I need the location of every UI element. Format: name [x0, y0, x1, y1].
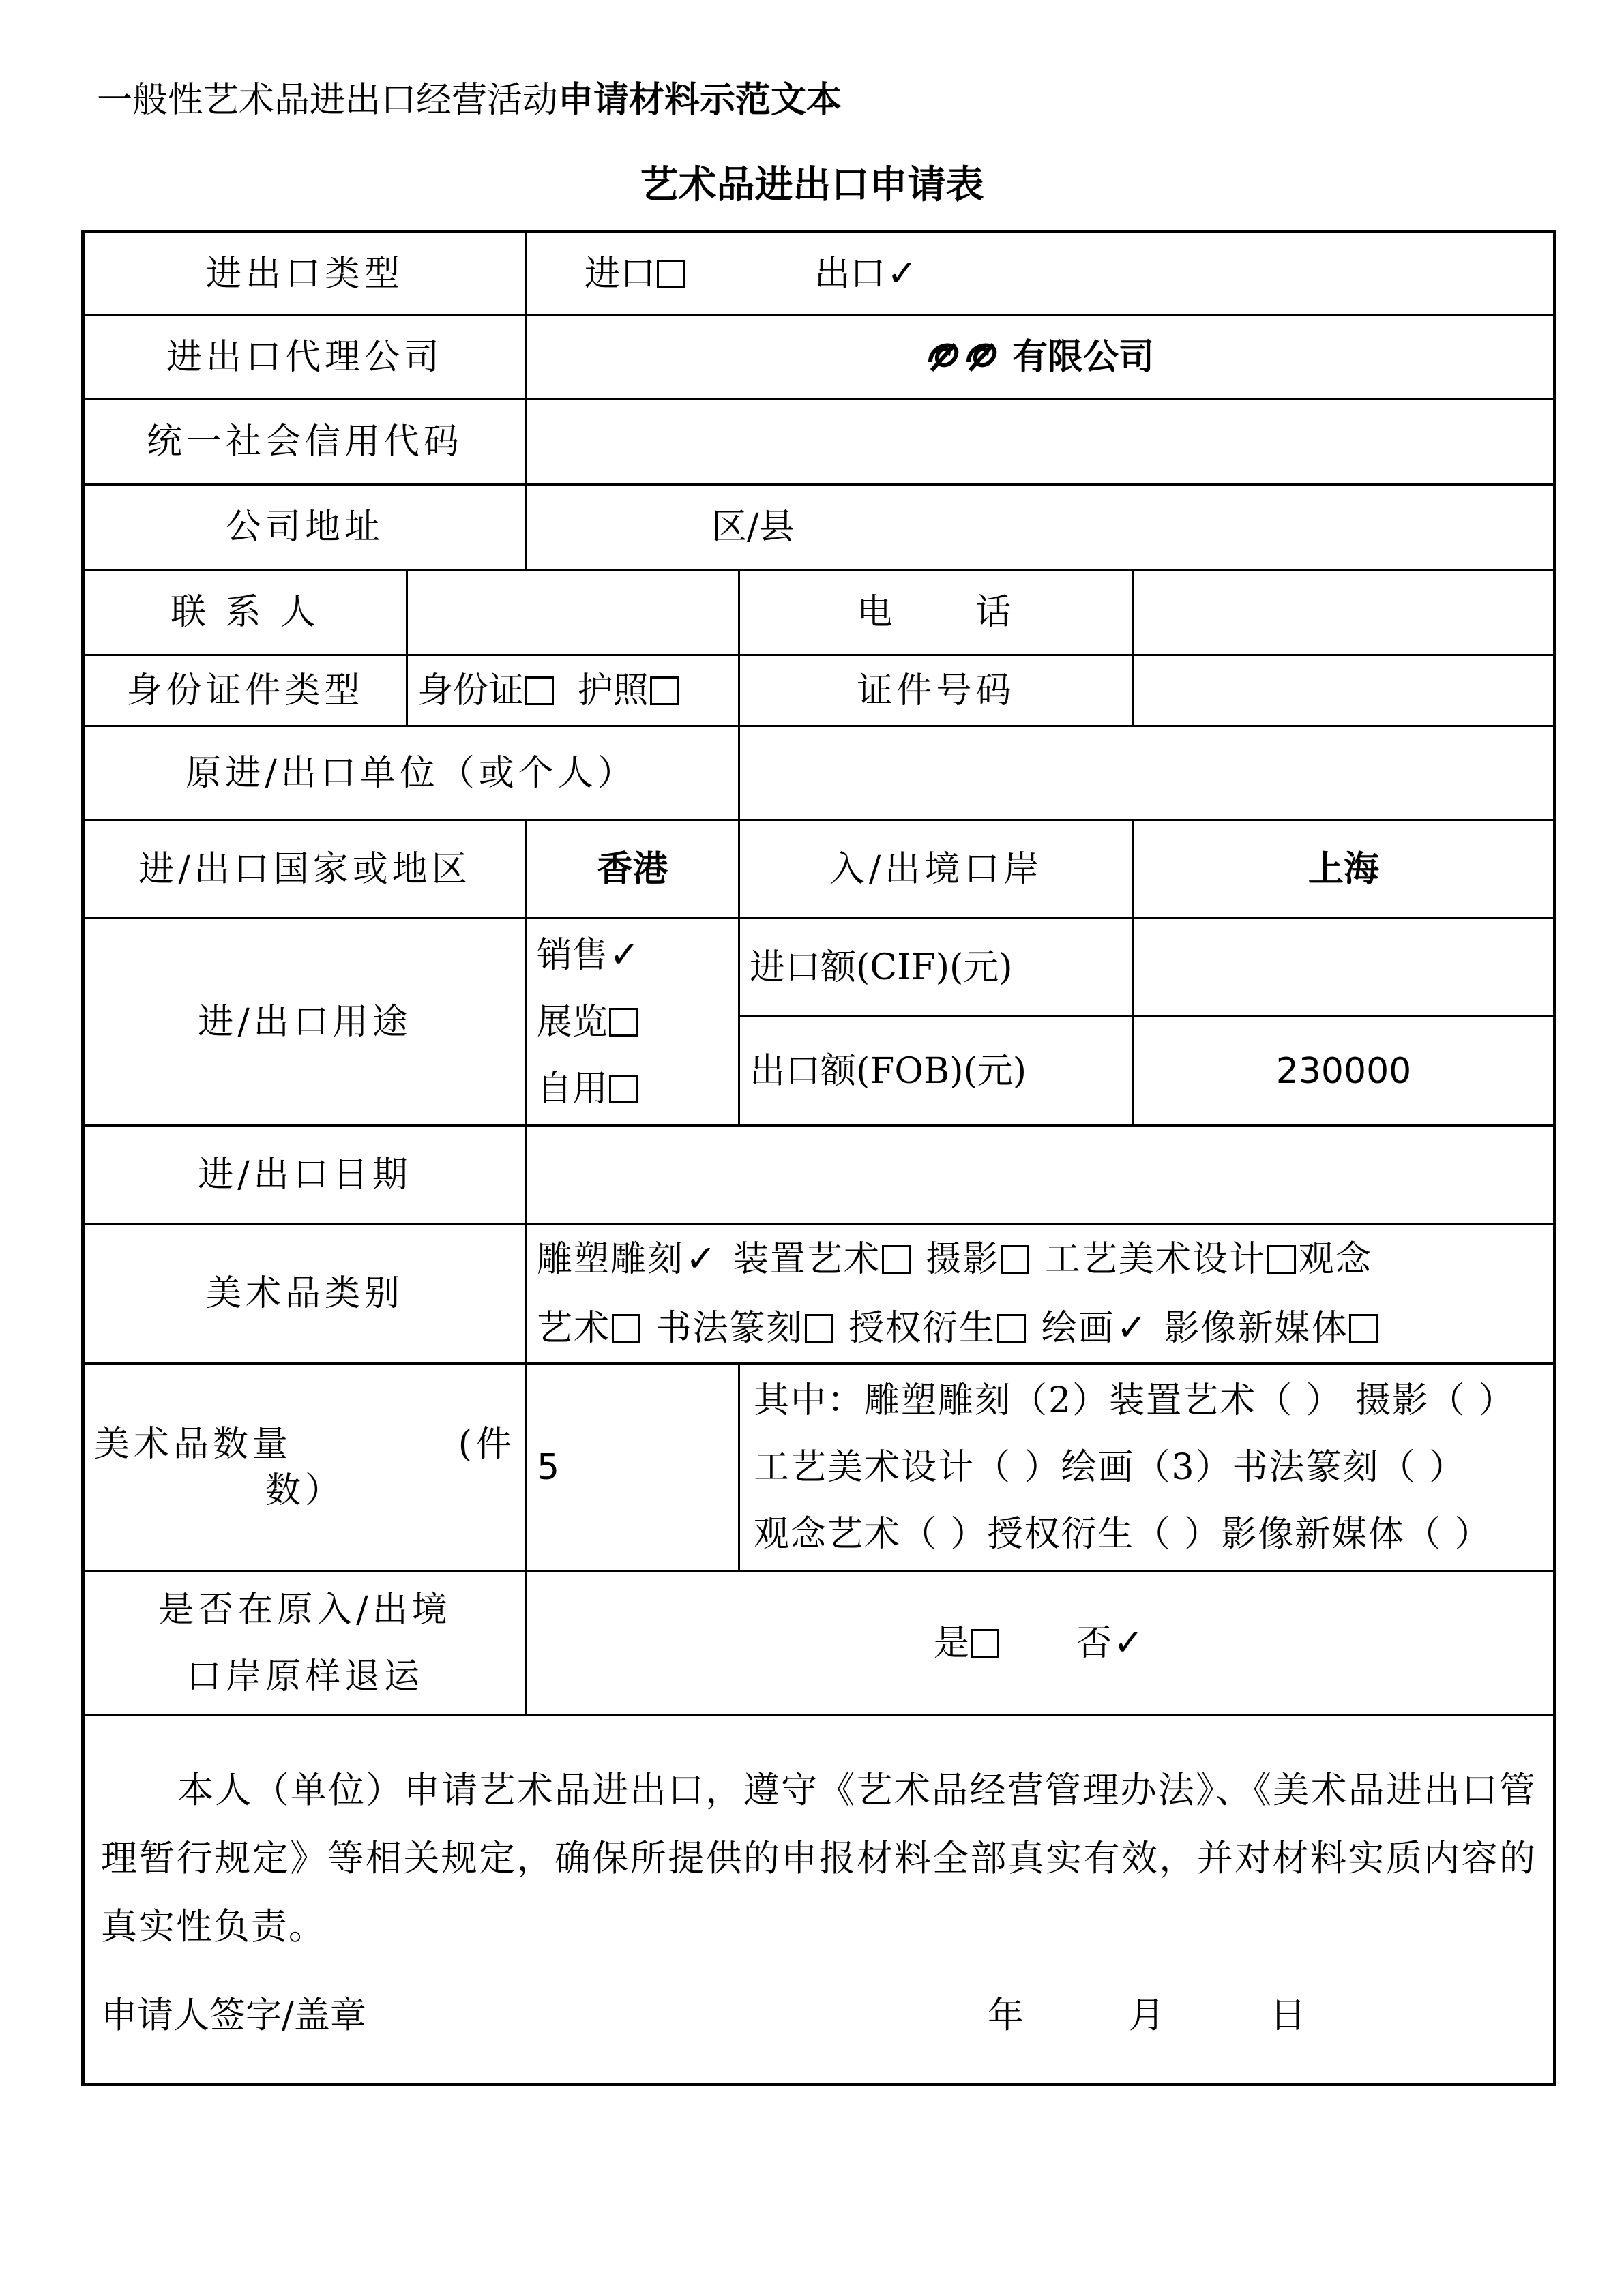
option-sale-label: 销售: [537, 935, 608, 976]
row-country-port: [83, 820, 1555, 919]
label-ie-type: 进出口类型: [83, 232, 527, 316]
agent-company-field[interactable]: [527, 316, 1555, 400]
check-icon: ✓: [1116, 1306, 1149, 1349]
checkbox-licensed[interactable]: [997, 1314, 1026, 1343]
check-icon: ✓: [1112, 1621, 1145, 1664]
checkbox-personal-use[interactable]: [609, 1075, 638, 1103]
checkbox-craft-design[interactable]: [1267, 1245, 1296, 1274]
company-name: 有限公司: [1012, 336, 1155, 378]
label-contact: 联 系 人: [83, 570, 407, 655]
checkbox-passport[interactable]: [650, 676, 679, 705]
label-origin-unit: 原进/出口单位（或个人）: [83, 726, 739, 820]
quantity-breakdown-line-2[interactable]: 工艺美术设计（ ）绘画（3）书法篆刻（ ）: [754, 1447, 1466, 1488]
option-sculpture-label: 雕塑雕刻: [537, 1239, 685, 1280]
checkbox-installation[interactable]: [882, 1245, 911, 1274]
checkbox-calligraphy[interactable]: [805, 1314, 833, 1343]
check-icon: ✓: [887, 252, 918, 295]
company-logo-icon: [926, 335, 1008, 376]
label-quantity-a: 美术品数量: [94, 1424, 293, 1465]
label-category: 美术品类别: [83, 1224, 527, 1364]
category-options: [527, 1224, 1555, 1364]
row-purpose-import: [83, 919, 1555, 1017]
contact-field[interactable]: [407, 570, 739, 655]
year-label: 年: [988, 1995, 1024, 2036]
row-agent-company: [83, 316, 1555, 400]
option-return-yes[interactable]: [934, 1623, 1002, 1664]
option-craft-design[interactable]: [1045, 1239, 1299, 1280]
option-import-label: 进口: [585, 254, 656, 295]
option-painting-label: 绘画: [1041, 1308, 1115, 1349]
label-country: 进/出口国家或地区: [83, 820, 527, 919]
option-craft-design-label: 工艺美术设计: [1044, 1239, 1266, 1280]
option-exhibition[interactable]: [537, 989, 728, 1056]
label-import-amount: 进口额(CIF)(元): [739, 919, 1134, 1017]
label-phone: 电 话: [739, 570, 1134, 655]
row-id: [83, 655, 1555, 726]
origin-unit-field[interactable]: [739, 726, 1555, 820]
checkbox-return-yes[interactable]: [971, 1629, 999, 1658]
row-quantity: [83, 1364, 1555, 1572]
date-field[interactable]: [527, 1126, 1555, 1224]
quantity-breakdown: [739, 1364, 1555, 1572]
ie-type-options: [527, 232, 1555, 316]
port-field[interactable]: 上海: [1134, 820, 1555, 919]
signature-line: [101, 1993, 1537, 2047]
row-return: [83, 1572, 1555, 1715]
option-return-no-label: 否: [1076, 1623, 1112, 1664]
checkbox-import[interactable]: [657, 260, 685, 288]
label-date: 进/出口日期: [83, 1126, 527, 1224]
row-contact: [83, 570, 1555, 655]
checkbox-exhibition[interactable]: [609, 1008, 638, 1037]
option-export[interactable]: [814, 254, 920, 295]
label-agent-company: 进出口代理公司: [83, 316, 527, 400]
option-import[interactable]: [585, 254, 688, 295]
check-icon: ✓: [685, 1237, 718, 1280]
application-form-table: [81, 230, 1556, 2086]
option-export-label: 出口: [814, 254, 886, 295]
label-return-a: 是否在原入/出境: [158, 1589, 452, 1630]
label-return: [83, 1572, 527, 1715]
option-calligraphy[interactable]: [656, 1308, 836, 1349]
row-category: [83, 1224, 1555, 1364]
export-amount-field[interactable]: 230000: [1134, 1017, 1555, 1126]
import-amount-field[interactable]: [1134, 919, 1555, 1017]
row-declaration: [83, 1715, 1555, 2085]
option-new-media-label: 影像新媒体: [1164, 1308, 1348, 1349]
label-id-number: 证件号码: [739, 655, 1134, 726]
option-photography[interactable]: [926, 1239, 1032, 1280]
address-district: 区/县: [711, 507, 795, 548]
option-personal-use[interactable]: [537, 1056, 728, 1122]
option-licensed-label: 授权衍生: [848, 1308, 996, 1349]
signature-label: 申请人签字/盖章: [101, 1995, 366, 2036]
label-quantity-c: 数）: [265, 1470, 345, 1511]
option-passport[interactable]: [578, 670, 681, 711]
header-prefix: 一般性艺术品进出口经营活动: [97, 80, 559, 121]
row-ie-type: [83, 232, 1555, 316]
option-return-yes-label: 是: [933, 1623, 969, 1664]
label-port: 入/出境口岸: [739, 820, 1134, 919]
declaration-cell: [83, 1715, 1555, 2085]
declaration-text: 本人（单位）申请艺术品进出口，遵守《艺术品经营管理办法》、《美术品进出口管理暂行规定》等相关规定，确保所提供的申报材料全部真实有效，并对材料实质内容的真实性负责。: [101, 1770, 1537, 1948]
checkbox-photography[interactable]: [1001, 1245, 1029, 1274]
option-sale[interactable]: [537, 921, 728, 989]
option-sculpture[interactable]: [537, 1239, 720, 1280]
checkbox-id-card[interactable]: [525, 676, 554, 705]
option-installation-label: 装置艺术: [733, 1239, 881, 1280]
address-field[interactable]: [527, 485, 1555, 570]
option-calligraphy-label: 书法篆刻: [655, 1308, 803, 1349]
option-painting[interactable]: [1042, 1308, 1151, 1349]
label-return-b: 口岸原样退运: [186, 1656, 424, 1697]
label-purpose: 进/出口用途: [83, 919, 527, 1126]
document-header: [97, 76, 842, 124]
label-quantity-b: (件: [458, 1424, 516, 1465]
label-address: 公司地址: [83, 485, 527, 570]
month-label: 月: [1128, 1995, 1165, 2036]
quantity-total: 5: [537, 1447, 560, 1488]
label-id-type: 身份证件类型: [83, 655, 407, 726]
check-icon: ✓: [609, 933, 640, 976]
row-date: [83, 1126, 1555, 1224]
quantity-total-field[interactable]: [527, 1364, 739, 1572]
checkbox-new-media[interactable]: [1349, 1314, 1378, 1343]
option-exhibition-label: 展览: [537, 1002, 608, 1043]
id-number-field[interactable]: [1134, 655, 1555, 726]
credit-code-field[interactable]: [527, 400, 1555, 485]
option-new-media[interactable]: [1164, 1308, 1381, 1349]
quantity-breakdown-line-1[interactable]: 其中：雕塑雕刻（2）装置艺术（ ） 摄影（ ）: [754, 1380, 1516, 1421]
phone-field[interactable]: [1134, 570, 1555, 655]
option-conceptual-label-b: 艺术: [537, 1308, 611, 1349]
row-origin-unit: [83, 726, 1555, 820]
label-export-amount: 出口额(FOB)(元): [739, 1017, 1134, 1126]
option-return-no[interactable]: [1076, 1623, 1147, 1664]
id-type-options: [407, 655, 739, 726]
checkbox-conceptual[interactable]: [612, 1314, 640, 1343]
option-id-card[interactable]: [417, 670, 557, 711]
option-personal-use-label: 自用: [537, 1069, 608, 1109]
row-address: [83, 485, 1555, 570]
option-licensed[interactable]: [848, 1308, 1029, 1349]
return-options: [527, 1572, 1555, 1715]
option-photography-label: 摄影: [926, 1239, 1000, 1280]
option-conceptual-label-a: 观念: [1298, 1239, 1372, 1280]
label-credit-code: 统一社会信用代码: [83, 400, 527, 485]
label-quantity: [83, 1364, 527, 1572]
purpose-options: [527, 919, 739, 1126]
day-label: 日: [1269, 1995, 1306, 2036]
option-installation[interactable]: [733, 1239, 913, 1280]
header-suffix: 申请材料示范文本: [558, 80, 842, 121]
option-id-card-label: 身份证: [417, 670, 525, 711]
option-conceptual[interactable]: [537, 1308, 643, 1349]
row-credit-code: [83, 400, 1555, 485]
form-title: 艺术品进出口申请表: [640, 163, 984, 207]
quantity-breakdown-line-3[interactable]: 观念艺术（ ）授权衍生（ ）影像新媒体（ ）: [754, 1514, 1492, 1555]
option-passport-label: 护照: [577, 670, 649, 711]
country-field[interactable]: 香港: [527, 820, 739, 919]
